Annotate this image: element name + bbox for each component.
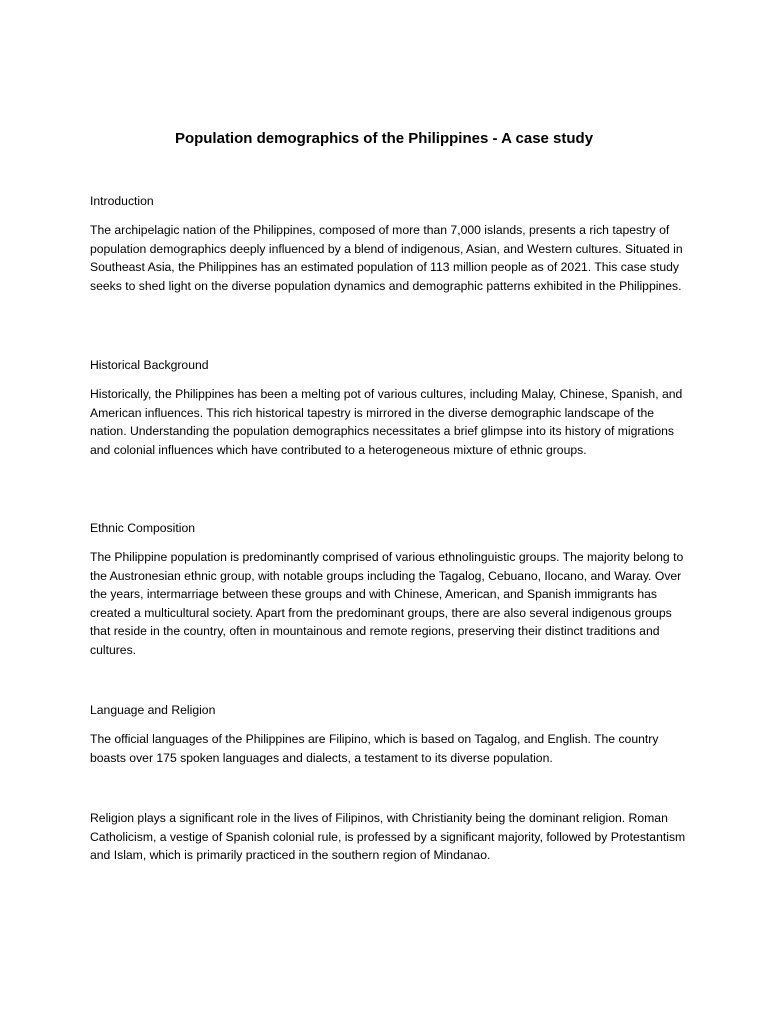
section-heading-introduction: Introduction <box>90 194 154 208</box>
paragraph: Religion plays a significant role in the lives of Filipinos, with Christianity being the dominant religion. Roman Catholicism, a vestige of Spanish colonial rule, is professed by a significant majority, followed by Protestantism and Islam, which is primarily practiced in the southern region of Mindanao. <box>90 811 686 863</box>
section-paragraph-historical-background <box>90 385 690 459</box>
section-heading-historical-background: Historical Background <box>90 358 209 372</box>
paragraph: The official languages of the Philippines are Filipino, which is based on Tagalog, and English. The country boasts over 175 spoken languages and dialects, a testament to its diverse population. <box>90 732 659 765</box>
section-heading-ethnic-composition: Ethnic Composition <box>90 521 195 535</box>
section-paragraph-religion <box>90 809 690 865</box>
section-heading-language-religion: Language and Religion <box>90 703 216 717</box>
section-paragraph-languages <box>90 730 690 767</box>
section-paragraph-introduction <box>90 221 690 295</box>
document-title: Population demographics of the Philippines - A case study <box>174 130 594 147</box>
section-paragraph-ethnic-composition <box>90 548 690 660</box>
paragraph: The Philippine population is predominantly comprised of various ethnolinguistic groups. The majority belong to the Austronesian ethnic group, with notable groups including the Tagalog, Cebuano, Ilocano, and Waray. Over the years, intermarriage between these groups and with Chinese, American, and Spanish immigrants has created a multicultural society. Apart from the predominant groups, there are also several indigenous groups that reside in the country, often in mountainous and remote regions, preserving their distinct traditions and cultures. <box>90 550 684 657</box>
paragraph: The archipelagic nation of the Philippines, composed of more than 7,000 islands, presents a rich tapestry of population demographics deeply influenced by a blend of indigenous, Asian, and Western cultures. Situated in Southeast Asia, the Philippines has an estimated population of 113 million people as of 2021. This case study seeks to shed light on the diverse population dynamics and demographic patterns exhibited in the Philippines. <box>90 223 683 293</box>
paragraph: Historically, the Philippines has been a melting pot of various cultures, including Malay, Chinese, Spanish, and American influences. This rich historical tapestry is mirrored in the diverse demographic landscape of the nation. Understanding the population demographics necessitates a brief glimpse into its history of migrations and colonial influences which have contributed to a heterogeneous mixture of ethnic groups. <box>90 387 683 457</box>
